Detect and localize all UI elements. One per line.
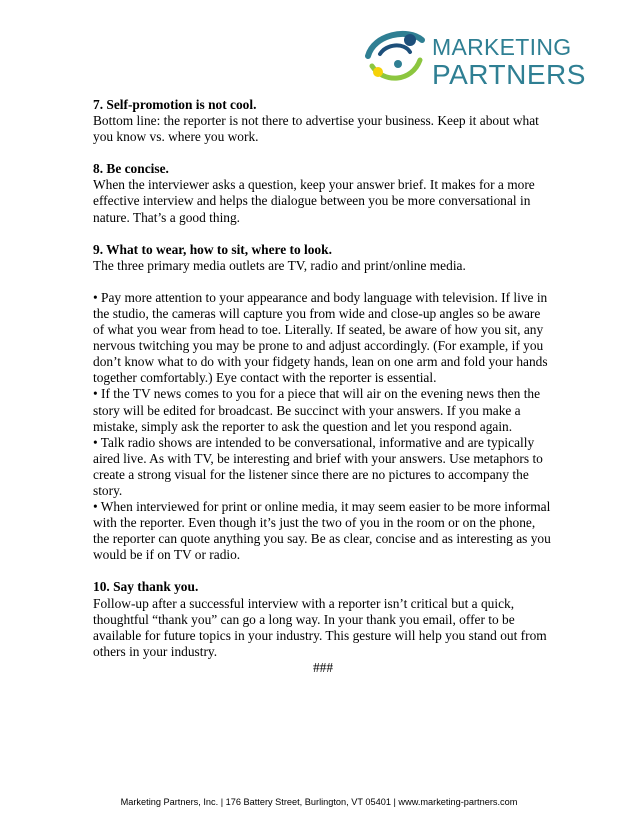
logo-swirl-icon <box>360 26 430 92</box>
page-footer: Marketing Partners, Inc. | 176 Battery Street, Burlington, VT 05401 | www.marketing-partners.com <box>120 797 518 807</box>
logo-wordmark <box>432 36 586 89</box>
bullet-item: • Talk radio shows are intended to be conversational, informative and are typically aired live. As with TV, be interesting and brief with your answers. Use metaphors to create a strong visual for the listener since there are no pictures to accompany the story. <box>93 434 543 498</box>
bullet-item: • Pay more attention to your appearance and body language with television. If live in the studio, the cameras will capture you from wide and close-up angles so be aware of what you wear from head to toe. Literally. If seated, be aware of how you sit, any nervous twitching you may be prone to and adjust accordingly. (For example, if you don’t know what to do with your fidgety hands, lean on one arm and fold your hands together comfortably.) Eye contact with the reporter is essential. <box>93 289 548 386</box>
logo-line-2: PARTNERS <box>432 59 586 90</box>
logo-line-1: MARKETING <box>432 34 572 60</box>
end-mark: ### <box>312 659 334 675</box>
section-paragraph: When the interviewer asks a question, keep your answer brief. It makes for a more effective interview and helps the dialogue between you be more conversational in nature. That’s a good thing. <box>93 177 535 225</box>
section-heading: 10. Say thank you. <box>93 579 199 595</box>
document-body <box>93 97 553 676</box>
company-logo <box>360 26 590 92</box>
section-paragraph: The three primary media outlets are TV, radio and print/online media. <box>93 257 466 273</box>
bullet-item: • When interviewed for print or online media, it may seem easier to be more informal with the reporter. Even though it’s just the two of you in the room or on the phone, the reporter can quote anything you say. Be as clear, concise and as interesting as you would be if on TV or radio. <box>93 499 551 563</box>
section-paragraph: Follow-up after a successful interview with a reporter isn’t critical but a quick, thoughtful “thank you” can go a long way. In your thank you email, offer to be available for future topics in your industry. This gesture will help you stand out from others in your industry. <box>93 595 547 659</box>
section-heading: 8. Be concise. <box>93 161 169 177</box>
section-heading: 7. Self-promotion is not cool. <box>93 97 257 112</box>
section-paragraph: Bottom line: the reporter is not there to advertise your business. Keep it about what you know vs. where you work. <box>93 113 539 145</box>
bullet-item: • If the TV news comes to you for a piece that will air on the evening news then the story will be edited for broadcast. Be succinct with your answers. If you make a mistake, simply ask the reporter to ask the question and let you respond again. <box>93 386 541 434</box>
section-heading: 9. What to wear, how to sit, where to look. <box>93 241 332 257</box>
